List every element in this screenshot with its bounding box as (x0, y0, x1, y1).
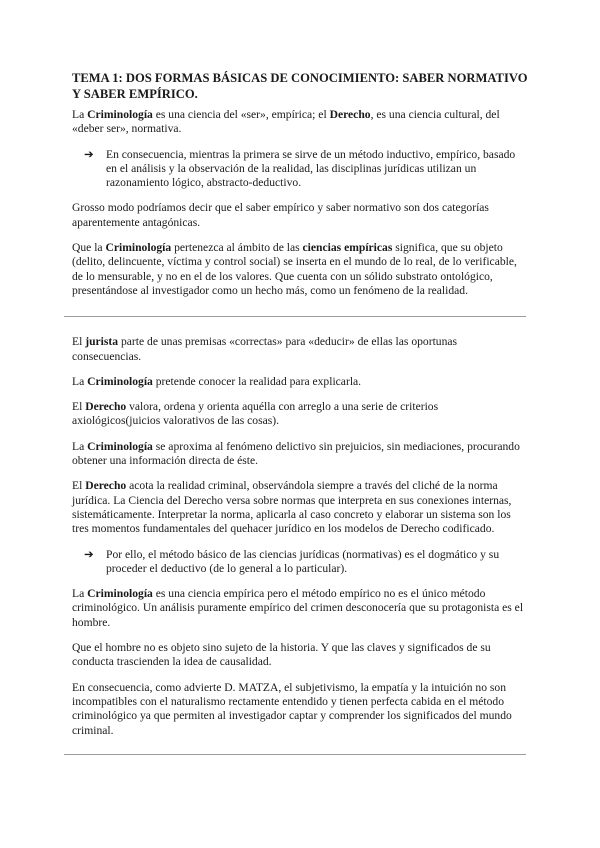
text: La (72, 587, 88, 601)
paragraph-9 (72, 587, 528, 630)
bold-term: Criminología (105, 241, 172, 255)
arrow-bullet-icon: ➔ (84, 147, 94, 161)
bold-term: Derecho (329, 108, 371, 121)
bullet-text: En consecuencia, mientras la primera se sirve de un método inductivo, empírico, basado en el análisis y la observación de la realidad, las disciplinas jurídicas utilizan un razonamiento lógico, abstracto-deductivo. (106, 147, 516, 190)
paragraph-3 (72, 241, 528, 298)
paragraph-1 (72, 108, 528, 137)
paragraph-6 (72, 400, 528, 429)
text: pertenezca al ámbito de las (171, 241, 303, 255)
text: significa, que su objeto (delito, delincuente, víctima y control social) se inserta en el mundo de lo real, de lo verificable, de lo mensurable, y no en el de los valores. Que cuenta con un sólido substrato ontológico, presentándose al investigador como un hecho más, como un fenómeno de la realidad. (72, 241, 517, 297)
text: El (72, 335, 86, 349)
horizontal-divider (64, 754, 526, 755)
text: es una ciencia empírica pero el método empírico no es el único método criminológico. Un análisis puramente empírico del crimen desconocería que su protagonista es el hombre. (72, 587, 524, 629)
page-title: TEMA 1: DOS FORMAS BÁSICAS DE CONOCIMIENTO: SABER NORMATIVO Y SABER EMPÍRICO. (72, 71, 528, 101)
bold-term: Criminología (87, 587, 153, 601)
document-page (72, 70, 528, 755)
text: es una ciencia del «ser», empírica; el (152, 108, 330, 121)
paragraph-7 (72, 440, 528, 469)
text: pretende conocer la realidad para explicarla. (152, 374, 362, 388)
arrow-bullet-icon: ➔ (84, 547, 94, 561)
text: La (72, 108, 88, 121)
horizontal-divider (64, 316, 526, 317)
text: La (72, 439, 88, 453)
bold-term: Criminología (87, 439, 153, 453)
paragraph-10: Que el hombre no es objeto sino sujeto de la historia. Y que las claves y significados de su conducta trascienden la idea de causalidad. (72, 641, 491, 669)
bullet-item-1 (84, 148, 528, 191)
paragraph-5 (72, 375, 528, 389)
bold-term: Derecho (85, 479, 127, 493)
bullet-item-2 (84, 548, 528, 577)
bold-term: jurista (85, 335, 119, 349)
text: se aproxima al fenómeno delictivo sin prejuicios, sin mediaciones, procurando obtener una información directa de éste. (72, 439, 520, 468)
bold-term: Criminología (87, 108, 153, 121)
text: El (72, 400, 86, 414)
bullet-text: Por ello, el método básico de las ciencias jurídicas (normativas) es el dogmático y su proceder el deductivo (de lo general a lo particular). (106, 547, 500, 575)
text: El (72, 479, 86, 493)
paragraph-8 (72, 479, 528, 536)
paragraph-11: En consecuencia, como advierte D. MATZA, el subjetivismo, la empatía y la intuición no son incompatibles con el naturalismo rectamente entendido y tienen perfecta cabida en el método criminológico ya que permiten al investigador captar y comprender los significados del mundo criminal. (72, 680, 512, 737)
paragraph-4 (72, 335, 528, 364)
text: Que la (72, 241, 106, 255)
text: La (72, 374, 88, 388)
text: valora, ordena y orienta aquélla con arreglo a una serie de criterios axiológicos(juicios valorativos de las cosas). (72, 400, 439, 428)
text: acota la realidad criminal, observándola siempre a través del cliché de la norma jurídica. La Ciencia del Derecho versa sobre normas que interpreta en sus conexiones internas, sistemáticamente. Interpretar la norma, aplicarla al caso concreto y elaborar un sistema son los tres momentos fundamentales del quehacer jurídico en los modelos de Derecho codificado. (72, 479, 512, 536)
text: parte de unas premisas «correctas» para «deducir» de ellas las oportunas consecuencias. (72, 335, 458, 363)
paragraph-2: Grosso modo podríamos decir que el saber empírico y saber normativo son dos categorías aparentemente antagónicas. (72, 201, 489, 229)
bold-term: Derecho (85, 400, 127, 414)
bold-term: ciencias empíricas (302, 241, 393, 255)
text: , es una ciencia cultural, del «deber ser», normativa. (72, 108, 500, 136)
bold-term: Criminología (87, 374, 153, 388)
